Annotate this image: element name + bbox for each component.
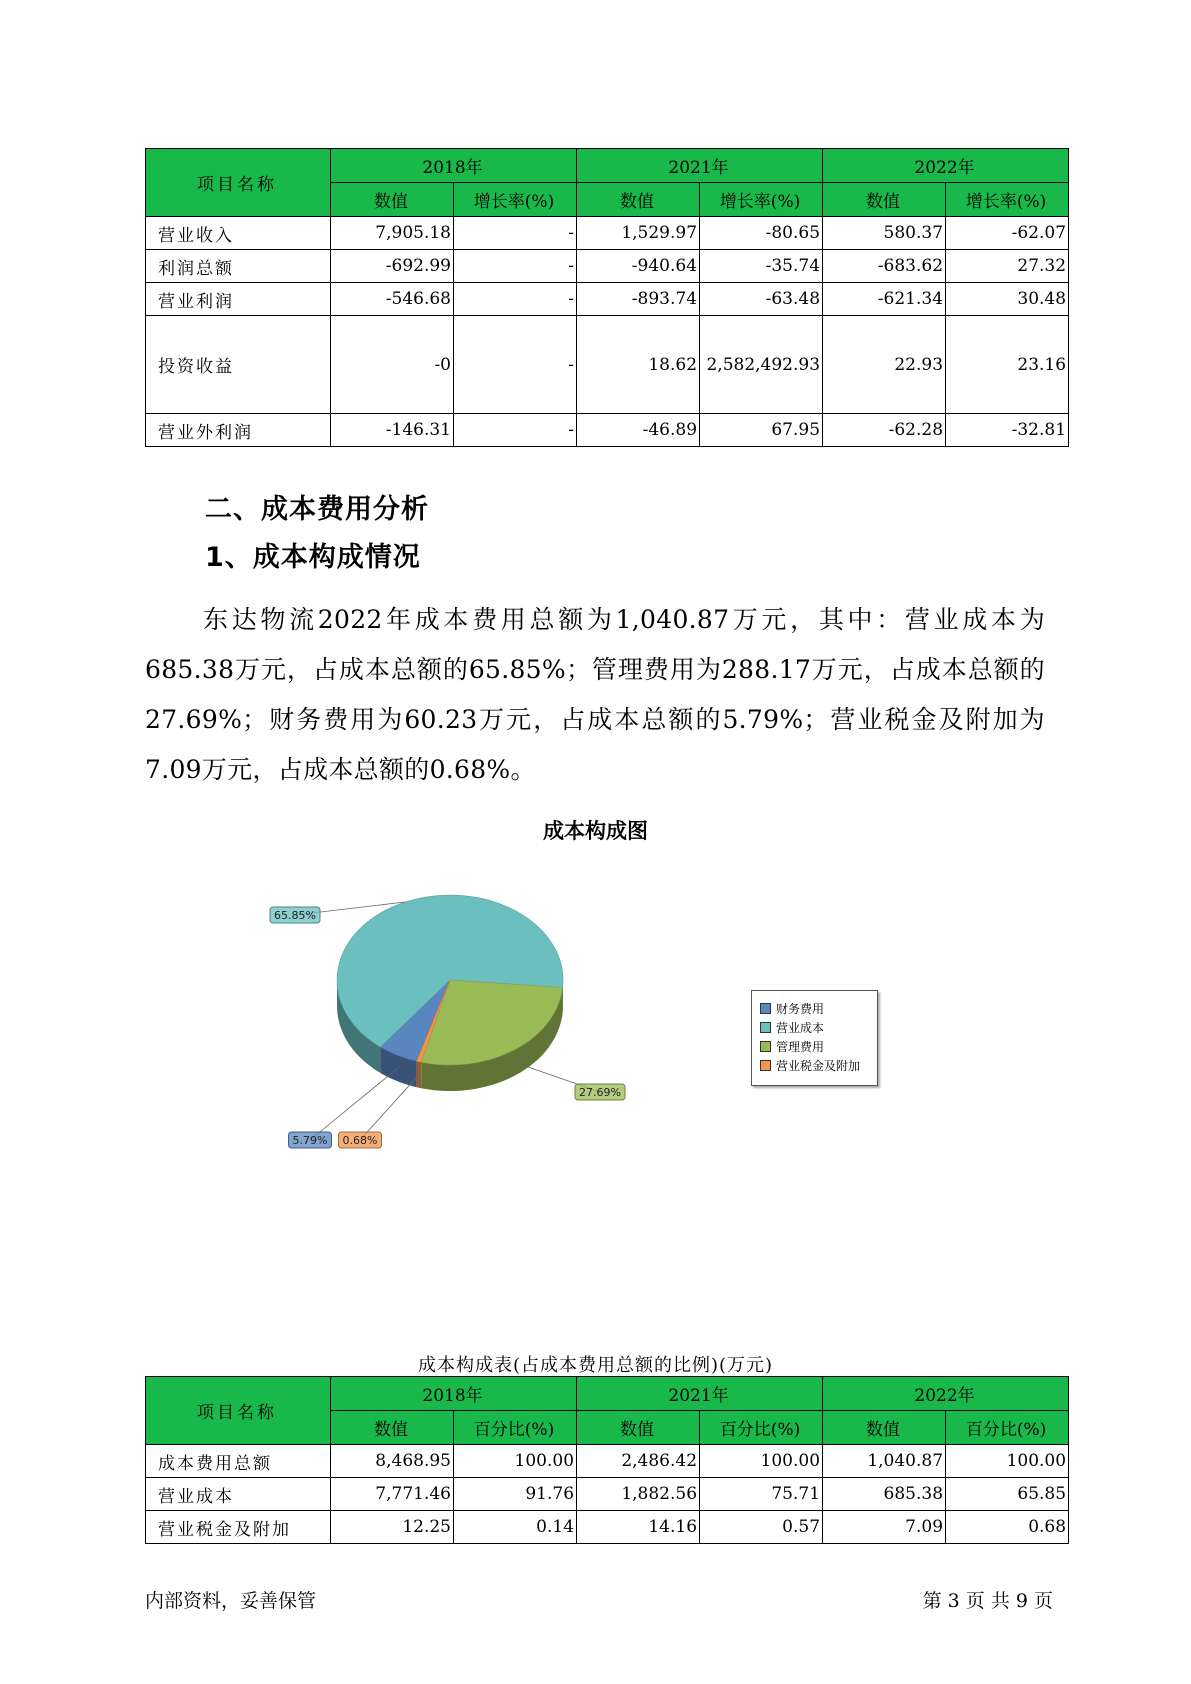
legend-item (760, 999, 877, 1018)
table-cell: 100.00 (454, 1445, 577, 1478)
table-cell: -692.99 (331, 250, 454, 283)
pie-leader-line (310, 1068, 398, 1140)
legend-label: 营业成本 (776, 1021, 825, 1035)
row-label: 营业成本 (146, 1478, 331, 1511)
table-cell: 100.00 (946, 1445, 1069, 1478)
table-cell: -35.74 (700, 250, 823, 283)
table-cell: 685.38 (823, 1478, 946, 1511)
row-label: 营业收入 (146, 217, 331, 250)
row-label: 营业外利润 (146, 414, 331, 447)
pie-data-label: 0.68% (342, 1134, 378, 1147)
table-cell: - (454, 283, 577, 316)
profit-table (145, 148, 1069, 447)
legend-label: 财务费用 (776, 1002, 825, 1016)
header-value: 数值 (577, 183, 700, 217)
chart-legend (751, 990, 878, 1086)
section-heading: 二、成本费用分析 (205, 494, 429, 525)
table-cell: -0 (331, 316, 454, 414)
table-cell: - (454, 217, 577, 250)
table-cell: 0.68 (946, 1511, 1069, 1544)
table-row (146, 316, 1069, 414)
table-cell: -80.65 (700, 217, 823, 250)
header-year-2021: 2021年 (577, 149, 823, 183)
table-cell: 30.48 (946, 283, 1069, 316)
table-cell: 580.37 (823, 217, 946, 250)
table-cell: 2,582,492.93 (700, 316, 823, 414)
header-year-2022: 2022年 (823, 149, 1069, 183)
header-value: 数值 (331, 183, 454, 217)
table-row (146, 414, 1069, 447)
header-percent: 百分比(%) (946, 1411, 1069, 1445)
table-cell: 18.62 (577, 316, 700, 414)
table-cell: 1,882.56 (577, 1478, 700, 1511)
table-cell: 1,529.97 (577, 217, 700, 250)
legend-item (760, 1018, 877, 1037)
table-cell: 2,486.42 (577, 1445, 700, 1478)
header-growth: 增长率(%) (946, 183, 1069, 217)
pie-leader-line (360, 1075, 419, 1140)
table-cell: -893.74 (577, 283, 700, 316)
header-value: 数值 (331, 1411, 454, 1445)
row-label: 营业利润 (146, 283, 331, 316)
table-cell: 0.14 (454, 1511, 577, 1544)
table-cell: 7.09 (823, 1511, 946, 1544)
header-growth: 增长率(%) (700, 183, 823, 217)
pie-data-label: 27.69% (579, 1086, 621, 1099)
table-cell: 1,040.87 (823, 1445, 946, 1478)
header-year-2018: 2018年 (331, 1377, 577, 1411)
header-year-2022: 2022年 (823, 1377, 1069, 1411)
table-cell: 27.32 (946, 250, 1069, 283)
table-cell: 91.76 (454, 1478, 577, 1511)
table-cell: 8,468.95 (331, 1445, 454, 1478)
table-cell: 67.95 (700, 414, 823, 447)
table-row (146, 217, 1069, 250)
subsection-heading: 1、成本构成情况 (205, 542, 421, 573)
legend-item (760, 1056, 877, 1075)
pie-data-label: 65.85% (274, 909, 316, 922)
table-cell: -63.48 (700, 283, 823, 316)
table-cell: -62.07 (946, 217, 1069, 250)
table-cell: - (454, 316, 577, 414)
table-row (146, 250, 1069, 283)
pie-top-layer (337, 895, 563, 1065)
header-item-name: 项目名称 (146, 1377, 331, 1445)
header-year-2021: 2021年 (577, 1377, 823, 1411)
header-value: 数值 (823, 183, 946, 217)
cost-table (145, 1376, 1069, 1544)
footer-confidential-note: 内部资料，妥善保管 (145, 1590, 317, 1612)
table-row (146, 1511, 1069, 1544)
legend-swatch (760, 1003, 771, 1014)
table-cell: 22.93 (823, 316, 946, 414)
table-cell: -940.64 (577, 250, 700, 283)
table-cell: 65.85 (946, 1478, 1069, 1511)
legend-swatch (760, 1060, 771, 1071)
table-row (146, 283, 1069, 316)
legend-label: 管理费用 (776, 1040, 825, 1054)
header-growth: 增长率(%) (454, 183, 577, 217)
table-cell: -621.34 (823, 283, 946, 316)
table-cell: - (454, 250, 577, 283)
table-caption: 成本构成表(占成本费用总额的比例)(万元) (417, 1355, 774, 1376)
header-percent: 百分比(%) (700, 1411, 823, 1445)
table-cell: -683.62 (823, 250, 946, 283)
table-row (146, 1478, 1069, 1511)
table-cell: 14.16 (577, 1511, 700, 1544)
table-cell: -32.81 (946, 414, 1069, 447)
body-paragraph: 东达物流2022年成本费用总额为1,040.87万元，其中：营业成本为685.38万元，占成本总额的65.85%；管理费用为288.17万元，占成本总额的27.69%；财务费用为60.23万元，占成本总额的5.79%；营业税金及附加为7.09万元，占成本总额的0.68%。 (145, 605, 1045, 784)
chart-title: 成本构成图 (543, 819, 648, 843)
table-cell: -62.28 (823, 414, 946, 447)
row-label: 投资收益 (146, 316, 331, 414)
table-cell: 0.57 (700, 1511, 823, 1544)
legend-swatch (760, 1041, 771, 1052)
header-percent: 百分比(%) (454, 1411, 577, 1445)
table-cell: -546.68 (331, 283, 454, 316)
header-value: 数值 (577, 1411, 700, 1445)
pie-slice-side (417, 1061, 422, 1088)
header-value: 数值 (823, 1411, 946, 1445)
header-item-name: 项目名称 (146, 149, 331, 217)
header-year-2018: 2018年 (331, 149, 577, 183)
table-cell: 75.71 (700, 1478, 823, 1511)
pie-data-label: 5.79% (292, 1134, 328, 1147)
table-cell: 100.00 (700, 1445, 823, 1478)
table-cell: 7,905.18 (331, 217, 454, 250)
table-cell: 23.16 (946, 316, 1069, 414)
table-cell: -146.31 (331, 414, 454, 447)
legend-swatch (760, 1022, 771, 1033)
pie-chart (274, 880, 621, 1147)
table-row (146, 1445, 1069, 1478)
table-cell: -46.89 (577, 414, 700, 447)
table-cell: 12.25 (331, 1511, 454, 1544)
legend-item (760, 1037, 877, 1056)
table-cell: 7,771.46 (331, 1478, 454, 1511)
footer-page-number: 第 3 页 共 9 页 (922, 1590, 1053, 1612)
table-cell: - (454, 414, 577, 447)
row-label: 利润总额 (146, 250, 331, 283)
row-label: 营业税金及附加 (146, 1511, 331, 1544)
row-label: 成本费用总额 (146, 1445, 331, 1478)
legend-label: 营业税金及附加 (776, 1059, 861, 1073)
